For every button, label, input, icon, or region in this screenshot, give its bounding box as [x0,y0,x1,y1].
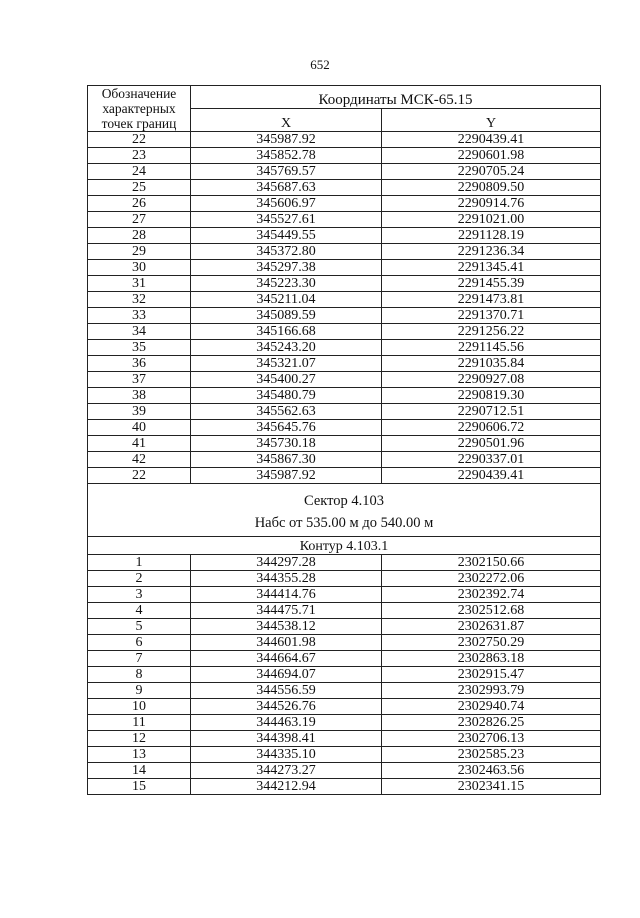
table-row [88,452,601,468]
table-row [88,212,601,228]
point-number-cell: 22 [88,468,191,484]
sector-title: Сектор 4.103 [303,493,385,509]
x-coordinate-cell: 344297.28 [191,555,382,571]
y-coordinate-cell: 2290914.76 [382,196,601,212]
x-coordinate-cell: 345297.38 [191,260,382,276]
contour-row [88,537,601,555]
y-coordinate-cell: 2291236.34 [382,244,601,260]
table-row [88,683,601,699]
y-coordinate-cell: 2290337.01 [382,452,601,468]
point-number-cell: 14 [88,763,191,779]
x-coordinate-cell: 345562.63 [191,404,382,420]
y-coordinate-cell: 2291145.56 [382,340,601,356]
x-coordinate-cell: 345852.78 [191,148,382,164]
point-number-cell: 9 [88,683,191,699]
point-number-cell: 40 [88,420,191,436]
point-number-cell: 22 [88,132,191,148]
y-coordinate-cell: 2302863.18 [382,651,601,667]
point-number-cell: 33 [88,308,191,324]
table-row [88,260,601,276]
coordinates-table [87,85,601,795]
rows-bottom-group [88,555,601,795]
point-number-cell: 35 [88,340,191,356]
x-coordinate-cell: 344694.07 [191,667,382,683]
x-coordinate-cell: 344335.10 [191,747,382,763]
x-coordinate-cell: 345089.59 [191,308,382,324]
x-coordinate-cell: 345372.80 [191,244,382,260]
point-number-cell: 10 [88,699,191,715]
y-coordinate-cell: 2302150.66 [382,555,601,571]
x-coordinate-cell: 345730.18 [191,436,382,452]
x-coordinate-cell: 344355.28 [191,571,382,587]
x-coordinate-cell: 344526.76 [191,699,382,715]
table-row [88,308,601,324]
x-coordinate-cell: 345321.07 [191,356,382,372]
point-number-cell: 2 [88,571,191,587]
y-coordinate-cell: 2291021.00 [382,212,601,228]
x-coordinate-cell: 345769.57 [191,164,382,180]
y-coordinate-cell: 2302993.79 [382,683,601,699]
page-number: 652 [310,57,330,72]
point-number-cell: 3 [88,587,191,603]
contour-title: Контур 4.103.1 [88,537,601,555]
x-coordinate-cell: 345987.92 [191,468,382,484]
y-coordinate-cell: 2291256.22 [382,324,601,340]
header-label-line: Обозначение [101,86,177,101]
y-column-header: Y [382,109,601,132]
y-coordinate-cell: 2290927.08 [382,372,601,388]
point-number-cell: 32 [88,292,191,308]
table-row [88,667,601,683]
y-coordinate-cell: 2302706.13 [382,731,601,747]
x-coordinate-cell: 344398.41 [191,731,382,747]
x-coordinate-cell: 345243.20 [191,340,382,356]
y-coordinate-cell: 2290439.41 [382,468,601,484]
x-coordinate-cell: 345449.55 [191,228,382,244]
y-coordinate-cell: 2290601.98 [382,148,601,164]
table-row [88,619,601,635]
x-coordinate-cell: 345645.76 [191,420,382,436]
y-coordinate-cell: 2290819.30 [382,388,601,404]
table-row [88,555,601,571]
table-row [88,420,601,436]
y-coordinate-cell: 2291035.84 [382,356,601,372]
table-row [88,731,601,747]
table-row [88,292,601,308]
x-coordinate-cell: 345527.61 [191,212,382,228]
table-row [88,276,601,292]
x-coordinate-cell: 345166.68 [191,324,382,340]
point-number-cell: 34 [88,324,191,340]
y-coordinate-cell: 2290809.50 [382,180,601,196]
x-coordinate-cell: 345687.63 [191,180,382,196]
rows-top-group [88,132,601,484]
table-row [88,356,601,372]
table-row [88,603,601,619]
y-coordinate-cell: 2302512.68 [382,603,601,619]
coordinates-system-header: Координаты МСК-65.15 [191,86,601,109]
x-coordinate-cell: 345987.92 [191,132,382,148]
point-number-cell: 37 [88,372,191,388]
sector-row [88,484,601,537]
x-coordinate-cell: 345211.04 [191,292,382,308]
x-coordinate-cell: 345400.27 [191,372,382,388]
table-row [88,324,601,340]
x-coordinate-cell: 344664.67 [191,651,382,667]
y-coordinate-cell: 2291345.41 [382,260,601,276]
y-coordinate-cell: 2302463.56 [382,763,601,779]
y-coordinate-cell: 2302341.15 [382,779,601,795]
y-coordinate-cell: 2302272.06 [382,571,601,587]
y-coordinate-cell: 2290501.96 [382,436,601,452]
y-coordinate-cell: 2290439.41 [382,132,601,148]
point-number-cell: 12 [88,731,191,747]
sector-height-range: Набс от 535.00 м до 540.00 м [254,515,434,531]
point-number-cell: 23 [88,148,191,164]
y-coordinate-cell: 2302392.74 [382,587,601,603]
y-coordinate-cell: 2302940.74 [382,699,601,715]
point-number-cell: 6 [88,635,191,651]
point-number-cell: 1 [88,555,191,571]
y-coordinate-cell: 2302750.29 [382,635,601,651]
table-row [88,372,601,388]
y-coordinate-cell: 2302915.47 [382,667,601,683]
y-coordinate-cell: 2302826.25 [382,715,601,731]
x-coordinate-cell: 345480.79 [191,388,382,404]
x-coordinate-cell: 345606.97 [191,196,382,212]
table-row [88,164,601,180]
x-coordinate-cell: 345223.30 [191,276,382,292]
table-row [88,196,601,212]
table-row [88,747,601,763]
point-number-cell: 13 [88,747,191,763]
point-number-cell: 26 [88,196,191,212]
x-coordinate-cell: 344212.94 [191,779,382,795]
x-coordinate-cell: 344273.27 [191,763,382,779]
header-label-line: точек границ [101,116,177,131]
point-number-cell: 38 [88,388,191,404]
table-row [88,180,601,196]
y-coordinate-cell: 2291128.19 [382,228,601,244]
point-designation-header [88,86,191,132]
table-row [88,244,601,260]
table-row [88,404,601,420]
point-number-cell: 42 [88,452,191,468]
point-number-cell: 5 [88,619,191,635]
point-number-cell: 31 [88,276,191,292]
x-coordinate-cell: 345867.30 [191,452,382,468]
y-coordinate-cell: 2302585.23 [382,747,601,763]
table-row [88,468,601,484]
point-number-cell: 25 [88,180,191,196]
table-row [88,571,601,587]
y-coordinate-cell: 2302631.87 [382,619,601,635]
point-number-cell: 36 [88,356,191,372]
x-coordinate-cell: 344538.12 [191,619,382,635]
point-number-cell: 24 [88,164,191,180]
y-coordinate-cell: 2290606.72 [382,420,601,436]
table-row [88,388,601,404]
table-row [88,587,601,603]
y-coordinate-cell: 2291473.81 [382,292,601,308]
table-row [88,148,601,164]
table-row [88,779,601,795]
x-coordinate-cell: 344475.71 [191,603,382,619]
table-row [88,635,601,651]
y-coordinate-cell: 2291370.71 [382,308,601,324]
point-number-cell: 7 [88,651,191,667]
point-number-cell: 29 [88,244,191,260]
point-number-cell: 8 [88,667,191,683]
x-coordinate-cell: 344601.98 [191,635,382,651]
table-row [88,340,601,356]
point-number-cell: 41 [88,436,191,452]
x-coordinate-cell: 344556.59 [191,683,382,699]
y-coordinate-cell: 2290712.51 [382,404,601,420]
point-number-cell: 4 [88,603,191,619]
table-row [88,651,601,667]
point-number-cell: 15 [88,779,191,795]
y-coordinate-cell: 2290705.24 [382,164,601,180]
y-coordinate-cell: 2291455.39 [382,276,601,292]
table-row [88,228,601,244]
table-row [88,763,601,779]
header-label-line: характерных [102,101,176,116]
x-coordinate-cell: 344414.76 [191,587,382,603]
x-coordinate-cell: 344463.19 [191,715,382,731]
table-row [88,699,601,715]
table-row [88,132,601,148]
point-number-cell: 27 [88,212,191,228]
point-number-cell: 28 [88,228,191,244]
sector-cell [88,484,601,537]
x-column-header: X [191,109,382,132]
table-row [88,715,601,731]
point-number-cell: 11 [88,715,191,731]
point-number-cell: 30 [88,260,191,276]
point-number-cell: 39 [88,404,191,420]
table-row [88,436,601,452]
